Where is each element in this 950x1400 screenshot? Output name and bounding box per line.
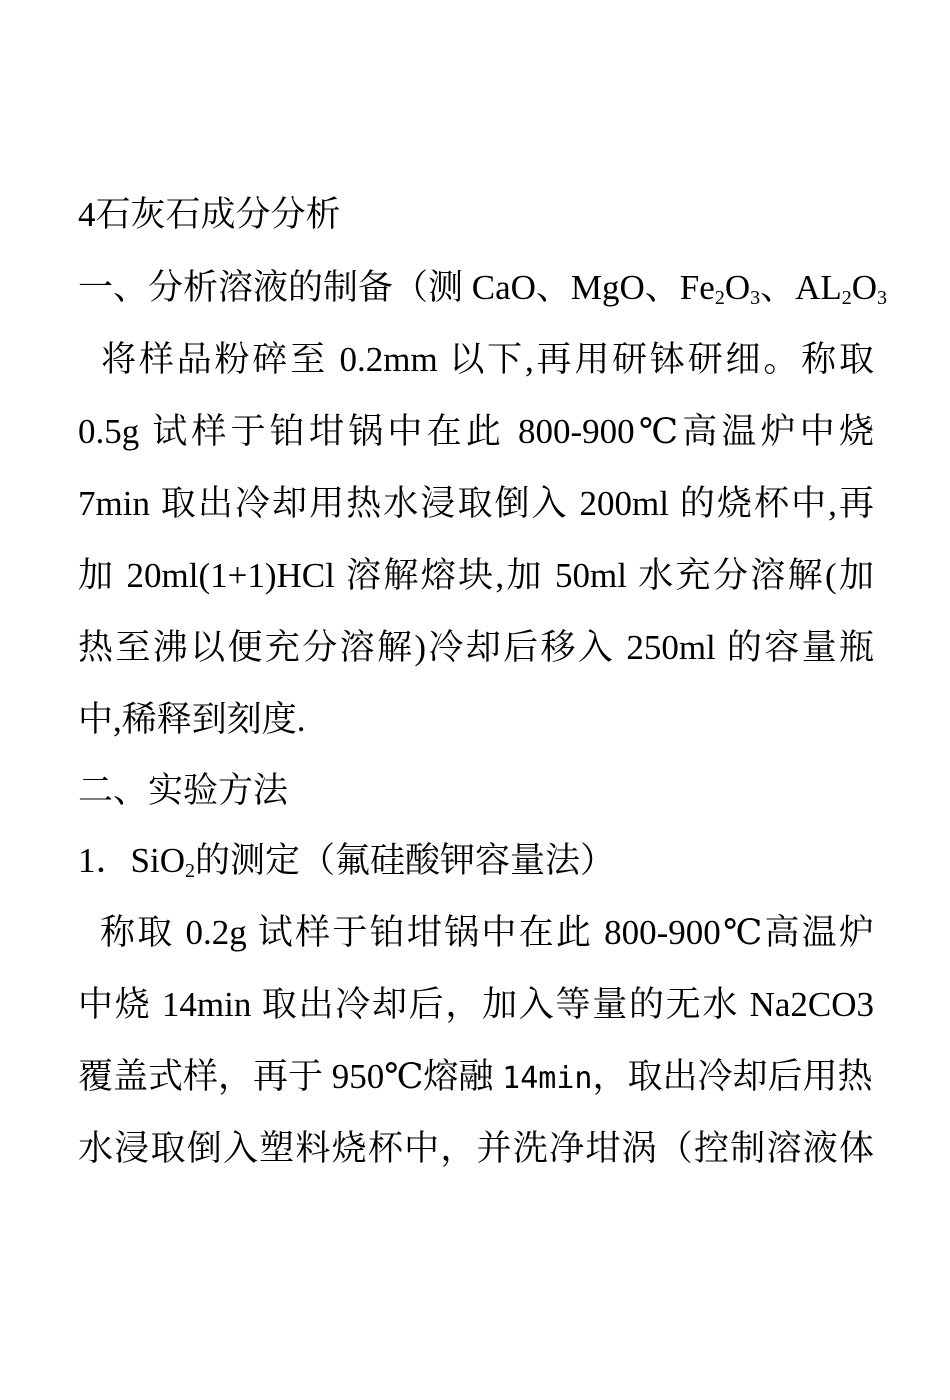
paragraph-line: 中烧 14min 取出冷却后，加入等量的无水 Na2CO3 bbox=[78, 985, 874, 1024]
section1-title-text: 、AL bbox=[760, 268, 842, 307]
subscript: 3 bbox=[750, 287, 761, 309]
paragraph-line: 0.5g 试样于铂坩锅中在此 800-900℃高温炉中烧 bbox=[78, 412, 874, 451]
subscript: 2 bbox=[714, 287, 725, 309]
paragraph-line: 7min 取出冷却用热水浸取倒入 200ml 的烧杯中,再 bbox=[78, 484, 874, 523]
subscript: 2 bbox=[184, 860, 195, 882]
paragraph-line: 水浸取倒入塑料烧杯中，并洗净坩涡（控制溶液体 bbox=[78, 1129, 874, 1168]
section1-title bbox=[78, 265, 888, 311]
subscript: 2 bbox=[841, 287, 852, 309]
section1-title-text: 一、分析溶液的制备（测 CaO、MgO、Fe bbox=[78, 268, 715, 307]
subscript: 3 bbox=[877, 287, 888, 309]
paragraph-line: 中,稀释到刻度. bbox=[78, 700, 306, 739]
paragraph-line: 加 20ml(1+1)HCl 溶解熔块,加 50ml 水充分溶解(加 bbox=[78, 556, 874, 595]
item1-title bbox=[78, 838, 874, 884]
section1-title-text: O bbox=[724, 268, 751, 307]
section1-title-text: O bbox=[851, 268, 878, 307]
paragraph-line: 热至沸以便充分溶解)冷却后移入 250ml 的容量瓶 bbox=[78, 628, 874, 667]
paragraph-line: 称取 0.2g 试样于铂坩锅中在此 800-900℃高温炉 bbox=[78, 913, 874, 952]
paragraph-line bbox=[78, 1054, 874, 1100]
item1-title-text: 的测定（氟硅酸钾容量法） bbox=[194, 841, 615, 880]
paragraph-text: ，取出冷却后用热 bbox=[592, 1057, 873, 1096]
section-heading: 4石灰石成分分析 bbox=[78, 195, 341, 234]
paragraph-text: 覆盖式样，再于 950℃熔融 bbox=[78, 1057, 503, 1096]
item1-title-text: 1．SiO bbox=[78, 841, 185, 880]
section2-title: 二、实验方法 bbox=[78, 771, 289, 810]
paragraph-line: 将样品粉碎至 0.2mm 以下,再用研钵研细。称取 bbox=[78, 340, 874, 379]
paragraph-text-mono: 14min bbox=[502, 1061, 593, 1096]
